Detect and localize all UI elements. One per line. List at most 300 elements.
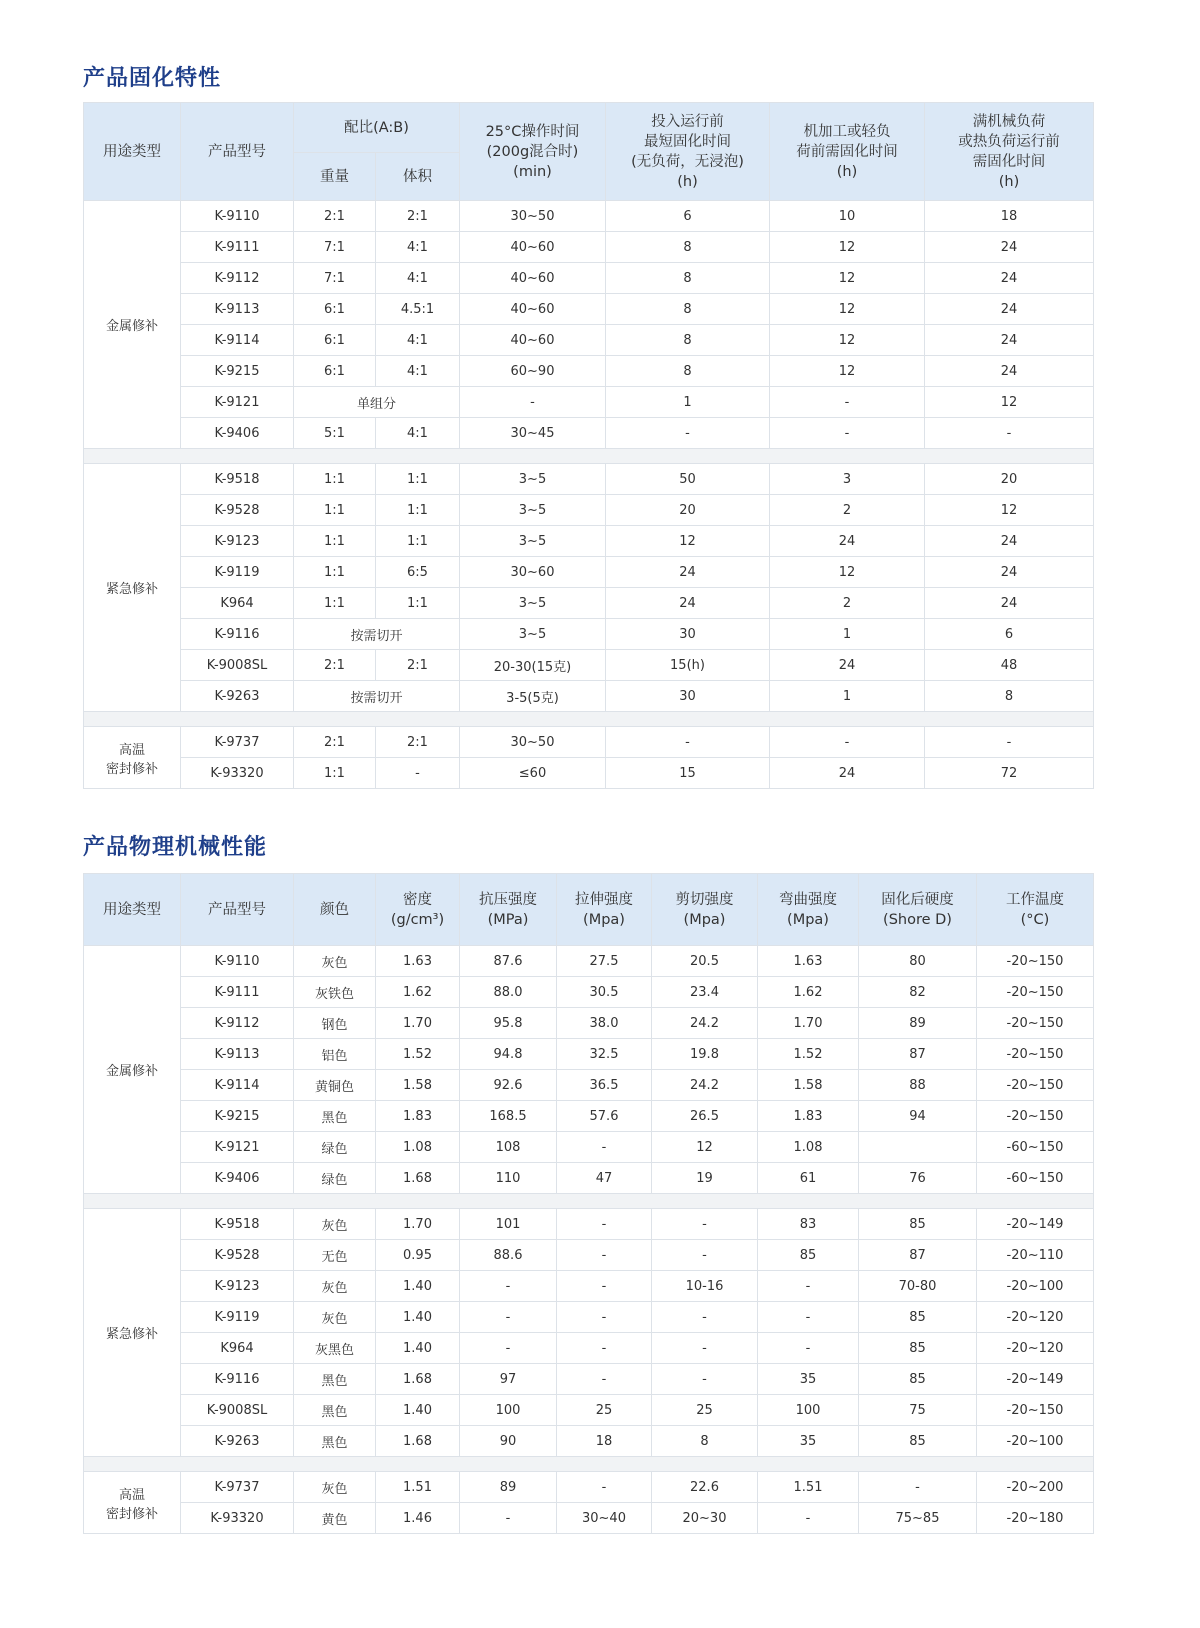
full-load-cell: 24 bbox=[925, 232, 1094, 263]
hardness-cell: 75~85 bbox=[859, 1503, 977, 1534]
color-cell: 灰黑色 bbox=[294, 1333, 376, 1364]
work-time-cell: - bbox=[460, 387, 606, 418]
density-cell: 0.95 bbox=[376, 1240, 460, 1271]
table-row bbox=[84, 977, 1094, 1008]
temp-cell: -20~110 bbox=[977, 1240, 1094, 1271]
header-model: 产品型号 bbox=[181, 103, 294, 201]
flexural-cell: - bbox=[758, 1503, 859, 1534]
header-model: 产品型号 bbox=[181, 874, 294, 946]
density-cell: 1.40 bbox=[376, 1271, 460, 1302]
group-separator-cell bbox=[84, 1457, 1094, 1472]
flexural-cell: 100 bbox=[758, 1395, 859, 1426]
min-cure-cell: 24 bbox=[606, 557, 770, 588]
temp-cell: -20~150 bbox=[977, 1008, 1094, 1039]
full-load-cell: - bbox=[925, 418, 1094, 449]
tensile-cell: 36.5 bbox=[557, 1070, 652, 1101]
machining-cell: 24 bbox=[770, 526, 925, 557]
compressive-cell: 97 bbox=[460, 1364, 557, 1395]
full-load-cell: 24 bbox=[925, 356, 1094, 387]
table-row bbox=[84, 1039, 1094, 1070]
mechanical-table bbox=[83, 873, 1094, 1534]
min-cure-cell: 15 bbox=[606, 758, 770, 789]
tensile-cell: - bbox=[557, 1472, 652, 1503]
machining-cell: 12 bbox=[770, 325, 925, 356]
color-cell: 黑色 bbox=[294, 1426, 376, 1457]
temp-cell: -20~150 bbox=[977, 1101, 1094, 1132]
temp-cell: -60~150 bbox=[977, 1132, 1094, 1163]
header-work-time: 25°C操作时间 (200g混合时) (min) bbox=[460, 103, 606, 201]
color-cell: 铝色 bbox=[294, 1039, 376, 1070]
hardness-cell: 85 bbox=[859, 1364, 977, 1395]
flexural-cell: 1.62 bbox=[758, 977, 859, 1008]
model-cell: K-9215 bbox=[181, 356, 294, 387]
hardness-cell: 82 bbox=[859, 977, 977, 1008]
header-tensile: 拉伸强度 (Mpa) bbox=[557, 874, 652, 946]
density-cell: 1.40 bbox=[376, 1395, 460, 1426]
ratio-cell: 按需切开 bbox=[294, 681, 460, 712]
flexural-cell: 85 bbox=[758, 1240, 859, 1271]
group-separator-cell bbox=[84, 712, 1094, 727]
weight-cell: 1:1 bbox=[294, 495, 376, 526]
header-ratio: 配比(A:B) bbox=[294, 103, 460, 153]
machining-cell: 12 bbox=[770, 263, 925, 294]
color-cell: 灰色 bbox=[294, 1302, 376, 1333]
model-cell: K-9263 bbox=[181, 681, 294, 712]
table-row bbox=[84, 588, 1094, 619]
machining-cell: - bbox=[770, 418, 925, 449]
flexural-cell: - bbox=[758, 1333, 859, 1364]
header-min-cure: 投入运行前 最短固化时间 (无负荷，无浸泡) (h) bbox=[606, 103, 770, 201]
machining-cell: 3 bbox=[770, 464, 925, 495]
temp-cell: -20~180 bbox=[977, 1503, 1094, 1534]
table-row bbox=[84, 232, 1094, 263]
table-row bbox=[84, 1101, 1094, 1132]
table-row bbox=[84, 681, 1094, 712]
hardness-cell: 94 bbox=[859, 1101, 977, 1132]
volume-cell: 1:1 bbox=[376, 464, 460, 495]
header-weight: 重量 bbox=[294, 153, 376, 201]
tensile-cell: - bbox=[557, 1209, 652, 1240]
min-cure-cell: 20 bbox=[606, 495, 770, 526]
table-row bbox=[84, 418, 1094, 449]
shear-cell: - bbox=[652, 1364, 758, 1395]
weight-cell: 6:1 bbox=[294, 325, 376, 356]
color-cell: 无色 bbox=[294, 1240, 376, 1271]
tensile-cell: - bbox=[557, 1132, 652, 1163]
tensile-cell: 57.6 bbox=[557, 1101, 652, 1132]
flexural-cell: 1.08 bbox=[758, 1132, 859, 1163]
work-time-cell: 3~5 bbox=[460, 588, 606, 619]
model-cell: K-9112 bbox=[181, 1008, 294, 1039]
header-shear: 剪切强度 (Mpa) bbox=[652, 874, 758, 946]
group-separator bbox=[84, 1194, 1094, 1209]
ratio-cell: 单组分 bbox=[294, 387, 460, 418]
table-row bbox=[84, 1333, 1094, 1364]
min-cure-cell: 6 bbox=[606, 201, 770, 232]
model-cell: K-9406 bbox=[181, 1163, 294, 1194]
flexural-cell: 61 bbox=[758, 1163, 859, 1194]
shear-cell: - bbox=[652, 1333, 758, 1364]
header-flexural: 弯曲强度 (Mpa) bbox=[758, 874, 859, 946]
tensile-cell: 25 bbox=[557, 1395, 652, 1426]
shear-cell: 24.2 bbox=[652, 1070, 758, 1101]
category-cell: 高温 密封修补 bbox=[84, 1472, 181, 1534]
compressive-cell: 87.6 bbox=[460, 946, 557, 977]
shear-cell: 24.2 bbox=[652, 1008, 758, 1039]
table-row bbox=[84, 387, 1094, 418]
tensile-cell: 32.5 bbox=[557, 1039, 652, 1070]
work-time-cell: 60~90 bbox=[460, 356, 606, 387]
machining-cell: 12 bbox=[770, 232, 925, 263]
shear-cell: - bbox=[652, 1302, 758, 1333]
flexural-cell: 1.83 bbox=[758, 1101, 859, 1132]
tensile-cell: - bbox=[557, 1333, 652, 1364]
ratio-cell: 按需切开 bbox=[294, 619, 460, 650]
density-cell: 1.68 bbox=[376, 1163, 460, 1194]
model-cell: K-9110 bbox=[181, 201, 294, 232]
curing-table bbox=[83, 102, 1094, 789]
volume-cell: - bbox=[376, 758, 460, 789]
density-cell: 1.70 bbox=[376, 1008, 460, 1039]
table-row bbox=[84, 1302, 1094, 1333]
table-row bbox=[84, 1008, 1094, 1039]
compressive-cell: 94.8 bbox=[460, 1039, 557, 1070]
flexural-cell: 1.58 bbox=[758, 1070, 859, 1101]
weight-cell: 2:1 bbox=[294, 201, 376, 232]
shear-cell: - bbox=[652, 1209, 758, 1240]
hardness-cell: 85 bbox=[859, 1426, 977, 1457]
compressive-cell: 110 bbox=[460, 1163, 557, 1194]
table-row bbox=[84, 946, 1094, 977]
temp-cell: -20~150 bbox=[977, 1070, 1094, 1101]
min-cure-cell: 50 bbox=[606, 464, 770, 495]
full-load-cell: 24 bbox=[925, 263, 1094, 294]
compressive-cell: - bbox=[460, 1271, 557, 1302]
temp-cell: -20~150 bbox=[977, 1395, 1094, 1426]
tensile-cell: 38.0 bbox=[557, 1008, 652, 1039]
full-load-cell: 24 bbox=[925, 294, 1094, 325]
weight-cell: 1:1 bbox=[294, 758, 376, 789]
min-cure-cell: 15(h) bbox=[606, 650, 770, 681]
model-cell: K-9116 bbox=[181, 619, 294, 650]
color-cell: 黄铜色 bbox=[294, 1070, 376, 1101]
header-full-load: 满机械负荷 或热负荷运行前 需固化时间 (h) bbox=[925, 103, 1094, 201]
model-cell: K-9111 bbox=[181, 232, 294, 263]
compressive-cell: 100 bbox=[460, 1395, 557, 1426]
full-load-cell: 24 bbox=[925, 588, 1094, 619]
full-load-cell: 48 bbox=[925, 650, 1094, 681]
hardness-cell: 80 bbox=[859, 946, 977, 977]
hardness-cell: 85 bbox=[859, 1333, 977, 1364]
model-cell: K-9406 bbox=[181, 418, 294, 449]
header-use-type: 用途类型 bbox=[84, 103, 181, 201]
volume-cell: 4:1 bbox=[376, 232, 460, 263]
density-cell: 1.58 bbox=[376, 1070, 460, 1101]
model-cell: K-9111 bbox=[181, 977, 294, 1008]
table-row bbox=[84, 356, 1094, 387]
tensile-cell: - bbox=[557, 1240, 652, 1271]
volume-cell: 6:5 bbox=[376, 557, 460, 588]
hardness-cell: 87 bbox=[859, 1039, 977, 1070]
work-time-cell: 3~5 bbox=[460, 526, 606, 557]
work-time-cell: 3-5(5克) bbox=[460, 681, 606, 712]
table-row bbox=[84, 1271, 1094, 1302]
model-cell: K-9528 bbox=[181, 495, 294, 526]
model-cell: K-9110 bbox=[181, 946, 294, 977]
flexural-cell: 1.63 bbox=[758, 946, 859, 977]
volume-cell: 4:1 bbox=[376, 325, 460, 356]
curing-section-title: 产品固化特性 bbox=[83, 66, 222, 91]
flexural-cell: 1.51 bbox=[758, 1472, 859, 1503]
flexural-cell: - bbox=[758, 1271, 859, 1302]
shear-cell: 12 bbox=[652, 1132, 758, 1163]
table-row bbox=[84, 201, 1094, 232]
tensile-cell: 30~40 bbox=[557, 1503, 652, 1534]
hardness-cell bbox=[859, 1132, 977, 1163]
table-row bbox=[84, 1426, 1094, 1457]
color-cell: 绿色 bbox=[294, 1132, 376, 1163]
min-cure-cell: 12 bbox=[606, 526, 770, 557]
model-cell: K-9113 bbox=[181, 1039, 294, 1070]
volume-cell: 2:1 bbox=[376, 650, 460, 681]
work-time-cell: 3~5 bbox=[460, 619, 606, 650]
full-load-cell: 12 bbox=[925, 495, 1094, 526]
hardness-cell: 85 bbox=[859, 1209, 977, 1240]
work-time-cell: 40~60 bbox=[460, 263, 606, 294]
color-cell: 灰色 bbox=[294, 1209, 376, 1240]
density-cell: 1.62 bbox=[376, 977, 460, 1008]
shear-cell: 20~30 bbox=[652, 1503, 758, 1534]
weight-cell: 1:1 bbox=[294, 526, 376, 557]
table-row bbox=[84, 464, 1094, 495]
density-cell: 1.83 bbox=[376, 1101, 460, 1132]
model-cell: K-9263 bbox=[181, 1426, 294, 1457]
weight-cell: 2:1 bbox=[294, 727, 376, 758]
work-time-cell: 30~50 bbox=[460, 727, 606, 758]
model-cell: K-9737 bbox=[181, 727, 294, 758]
min-cure-cell: 30 bbox=[606, 681, 770, 712]
weight-cell: 1:1 bbox=[294, 464, 376, 495]
full-load-cell: 20 bbox=[925, 464, 1094, 495]
temp-cell: -20~150 bbox=[977, 946, 1094, 977]
shear-cell: 10-16 bbox=[652, 1271, 758, 1302]
volume-cell: 4:1 bbox=[376, 356, 460, 387]
full-load-cell: 8 bbox=[925, 681, 1094, 712]
shear-cell: 8 bbox=[652, 1426, 758, 1457]
min-cure-cell: 8 bbox=[606, 325, 770, 356]
table-row bbox=[84, 557, 1094, 588]
shear-cell: - bbox=[652, 1240, 758, 1271]
work-time-cell: 30~60 bbox=[460, 557, 606, 588]
model-cell: K-9008SL bbox=[181, 650, 294, 681]
group-separator bbox=[84, 449, 1094, 464]
model-cell: K-9123 bbox=[181, 1271, 294, 1302]
table-row bbox=[84, 619, 1094, 650]
header-volume: 体积 bbox=[376, 153, 460, 201]
min-cure-cell: - bbox=[606, 418, 770, 449]
shear-cell: 20.5 bbox=[652, 946, 758, 977]
density-cell: 1.40 bbox=[376, 1302, 460, 1333]
full-load-cell: 24 bbox=[925, 325, 1094, 356]
shear-cell: 25 bbox=[652, 1395, 758, 1426]
temp-cell: -20~149 bbox=[977, 1209, 1094, 1240]
weight-cell: 2:1 bbox=[294, 650, 376, 681]
full-load-cell: - bbox=[925, 727, 1094, 758]
hardness-cell: 70-80 bbox=[859, 1271, 977, 1302]
weight-cell: 1:1 bbox=[294, 557, 376, 588]
model-cell: K-9114 bbox=[181, 1070, 294, 1101]
hardness-cell: 88 bbox=[859, 1070, 977, 1101]
model-cell: K-9114 bbox=[181, 325, 294, 356]
model-cell: K-9737 bbox=[181, 1472, 294, 1503]
table-row bbox=[84, 1209, 1094, 1240]
full-load-cell: 18 bbox=[925, 201, 1094, 232]
group-separator-cell bbox=[84, 449, 1094, 464]
temp-cell: -20~100 bbox=[977, 1426, 1094, 1457]
min-cure-cell: 1 bbox=[606, 387, 770, 418]
table-row bbox=[84, 1163, 1094, 1194]
volume-cell: 1:1 bbox=[376, 588, 460, 619]
density-cell: 1.46 bbox=[376, 1503, 460, 1534]
machining-cell: 1 bbox=[770, 681, 925, 712]
tensile-cell: 27.5 bbox=[557, 946, 652, 977]
table-row bbox=[84, 526, 1094, 557]
volume-cell: 1:1 bbox=[376, 526, 460, 557]
weight-cell: 5:1 bbox=[294, 418, 376, 449]
header-compressive: 抗压强度 (MPa) bbox=[460, 874, 557, 946]
table-row bbox=[84, 294, 1094, 325]
volume-cell: 4.5:1 bbox=[376, 294, 460, 325]
work-time-cell: 30~45 bbox=[460, 418, 606, 449]
min-cure-cell: 24 bbox=[606, 588, 770, 619]
compressive-cell: 168.5 bbox=[460, 1101, 557, 1132]
machining-cell: 1 bbox=[770, 619, 925, 650]
model-cell: K964 bbox=[181, 1333, 294, 1364]
mechanical-table-body bbox=[84, 946, 1094, 1534]
temp-cell: -20~149 bbox=[977, 1364, 1094, 1395]
model-cell: K-9119 bbox=[181, 1302, 294, 1333]
work-time-cell: 40~60 bbox=[460, 325, 606, 356]
header-hardness: 固化后硬度 (Shore D) bbox=[859, 874, 977, 946]
model-cell: K-9528 bbox=[181, 1240, 294, 1271]
table-row bbox=[84, 1240, 1094, 1271]
model-cell: K-9518 bbox=[181, 1209, 294, 1240]
machining-cell: 12 bbox=[770, 294, 925, 325]
model-cell: K-9119 bbox=[181, 557, 294, 588]
color-cell: 黑色 bbox=[294, 1364, 376, 1395]
compressive-cell: 108 bbox=[460, 1132, 557, 1163]
compressive-cell: 88.0 bbox=[460, 977, 557, 1008]
machining-cell: 12 bbox=[770, 557, 925, 588]
hardness-cell: 76 bbox=[859, 1163, 977, 1194]
flexural-cell: 35 bbox=[758, 1364, 859, 1395]
shear-cell: 19 bbox=[652, 1163, 758, 1194]
machining-cell: 10 bbox=[770, 201, 925, 232]
table-row bbox=[84, 1364, 1094, 1395]
weight-cell: 6:1 bbox=[294, 356, 376, 387]
volume-cell: 2:1 bbox=[376, 201, 460, 232]
volume-cell: 4:1 bbox=[376, 263, 460, 294]
shear-cell: 19.8 bbox=[652, 1039, 758, 1070]
model-cell: K-9008SL bbox=[181, 1395, 294, 1426]
color-cell: 灰色 bbox=[294, 1271, 376, 1302]
weight-cell: 6:1 bbox=[294, 294, 376, 325]
flexural-cell: - bbox=[758, 1302, 859, 1333]
min-cure-cell: 8 bbox=[606, 356, 770, 387]
shear-cell: 23.4 bbox=[652, 977, 758, 1008]
min-cure-cell: - bbox=[606, 727, 770, 758]
model-cell: K-9113 bbox=[181, 294, 294, 325]
machining-cell: 12 bbox=[770, 356, 925, 387]
weight-cell: 1:1 bbox=[294, 588, 376, 619]
hardness-cell: 89 bbox=[859, 1008, 977, 1039]
color-cell: 灰铁色 bbox=[294, 977, 376, 1008]
model-cell: K-93320 bbox=[181, 1503, 294, 1534]
density-cell: 1.51 bbox=[376, 1472, 460, 1503]
weight-cell: 7:1 bbox=[294, 232, 376, 263]
header-temp: 工作温度 (°C) bbox=[977, 874, 1094, 946]
mechanical-section-title: 产品物理机械性能 bbox=[83, 835, 268, 860]
work-time-cell: 40~60 bbox=[460, 232, 606, 263]
full-load-cell: 72 bbox=[925, 758, 1094, 789]
temp-cell: -20~100 bbox=[977, 1271, 1094, 1302]
header-density: 密度 (g/cm³) bbox=[376, 874, 460, 946]
header-machining: 机加工或轻负 荷前需固化时间 (h) bbox=[770, 103, 925, 201]
table-row bbox=[84, 1472, 1094, 1503]
group-separator bbox=[84, 712, 1094, 727]
table-row bbox=[84, 1503, 1094, 1534]
table-row bbox=[84, 650, 1094, 681]
model-cell: K964 bbox=[181, 588, 294, 619]
hardness-cell: 85 bbox=[859, 1302, 977, 1333]
category-cell: 紧急修补 bbox=[84, 1209, 181, 1457]
machining-cell: 24 bbox=[770, 758, 925, 789]
shear-cell: 22.6 bbox=[652, 1472, 758, 1503]
shear-cell: 26.5 bbox=[652, 1101, 758, 1132]
full-load-cell: 12 bbox=[925, 387, 1094, 418]
density-cell: 1.08 bbox=[376, 1132, 460, 1163]
model-cell: K-9116 bbox=[181, 1364, 294, 1395]
min-cure-cell: 8 bbox=[606, 232, 770, 263]
flexural-cell: 1.52 bbox=[758, 1039, 859, 1070]
min-cure-cell: 8 bbox=[606, 294, 770, 325]
table-row bbox=[84, 495, 1094, 526]
temp-cell: -60~150 bbox=[977, 1163, 1094, 1194]
table-row bbox=[84, 1132, 1094, 1163]
table-row bbox=[84, 727, 1094, 758]
tensile-cell: 47 bbox=[557, 1163, 652, 1194]
category-cell: 高温 密封修补 bbox=[84, 727, 181, 789]
flexural-cell: 83 bbox=[758, 1209, 859, 1240]
model-cell: K-9121 bbox=[181, 387, 294, 418]
density-cell: 1.68 bbox=[376, 1364, 460, 1395]
machining-cell: - bbox=[770, 727, 925, 758]
table-row bbox=[84, 758, 1094, 789]
density-cell: 1.70 bbox=[376, 1209, 460, 1240]
density-cell: 1.52 bbox=[376, 1039, 460, 1070]
flexural-cell: 35 bbox=[758, 1426, 859, 1457]
compressive-cell: - bbox=[460, 1302, 557, 1333]
compressive-cell: - bbox=[460, 1333, 557, 1364]
model-cell: K-9518 bbox=[181, 464, 294, 495]
table-row bbox=[84, 325, 1094, 356]
min-cure-cell: 8 bbox=[606, 263, 770, 294]
tensile-cell: - bbox=[557, 1302, 652, 1333]
table-row bbox=[84, 1395, 1094, 1426]
group-separator-cell bbox=[84, 1194, 1094, 1209]
compressive-cell: 95.8 bbox=[460, 1008, 557, 1039]
compressive-cell: 88.6 bbox=[460, 1240, 557, 1271]
